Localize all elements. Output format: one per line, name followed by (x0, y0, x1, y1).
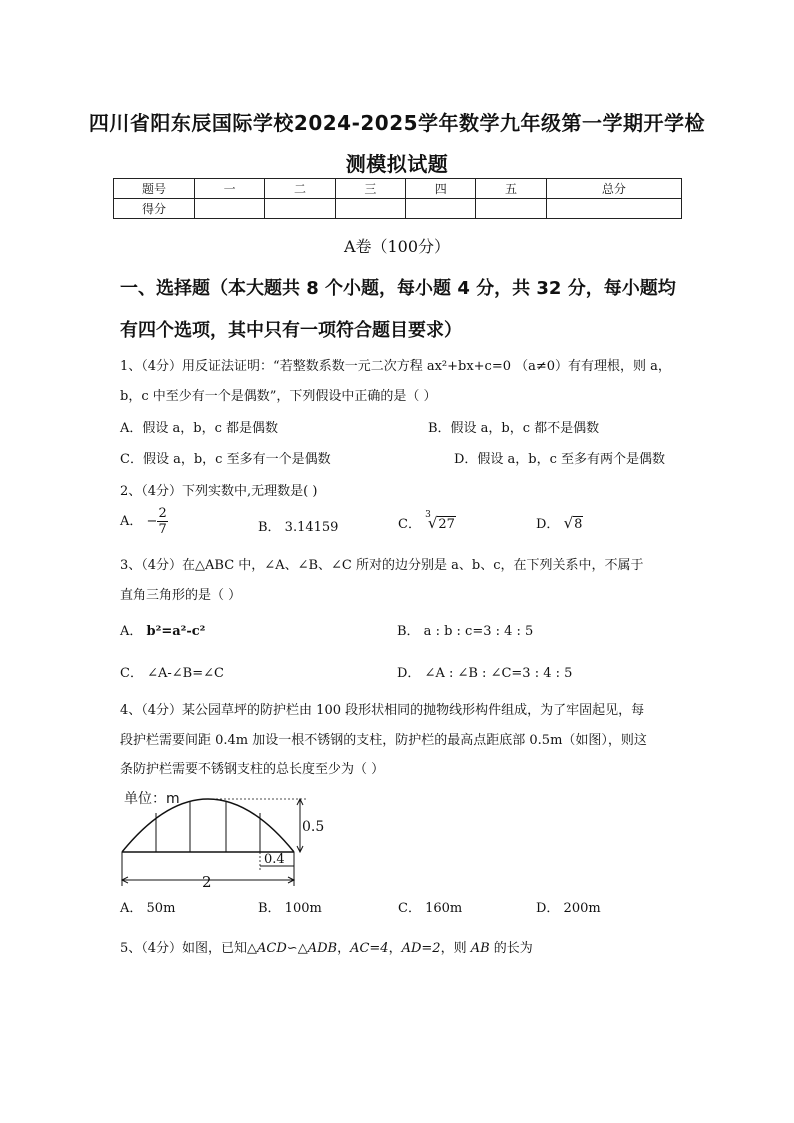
q4-option-b[interactable]: B． 100m (258, 901, 322, 916)
q4-option-c[interactable]: C． 160m (398, 901, 463, 916)
q3-option-d[interactable]: D． ∠A : ∠B : ∠C=3 : 4 : 5 (397, 666, 573, 681)
root-index: 3 (425, 509, 431, 520)
q4-stem: 4、（4分）某公园草坪的防护栏由 100 段形状相同的抛物线形构件组成，为了牢固起见，每 (120, 703, 645, 718)
table-cell: 五 (476, 179, 546, 199)
table-row (114, 179, 682, 199)
radicand: 27 (438, 517, 455, 532)
height-label: 0.5 (302, 819, 325, 835)
q5-separator: ， (337, 941, 351, 956)
q3-option-a[interactable] (120, 620, 205, 639)
q5-stem (120, 937, 533, 956)
unit-label: 单位：m (124, 791, 180, 807)
guardrail-figure (112, 786, 325, 891)
q5-ab: AB (470, 941, 490, 956)
fraction (157, 506, 167, 537)
radical-sign-icon: √ (427, 514, 438, 532)
q4-option-d[interactable]: D． 200m (536, 901, 601, 916)
square-root (564, 514, 584, 532)
table-cell: 一 (195, 179, 265, 199)
score-field[interactable] (476, 199, 546, 219)
spacing-label: 0.4 (264, 852, 285, 867)
option-label: A． (120, 624, 143, 639)
q5-separator: ， (388, 941, 402, 956)
option-label: A． (120, 514, 143, 529)
q5-suffix: 的长为 (489, 941, 533, 956)
score-field[interactable] (265, 199, 335, 219)
table-cell: 四 (406, 179, 476, 199)
q1-option-a[interactable]: A．假设 a，b，c 都是偶数 (120, 421, 279, 436)
radicand: 8 (574, 517, 583, 532)
table-cell: 题号 (114, 179, 195, 199)
cube-root (425, 509, 456, 532)
q3-stem: 3、（4分）在△ABC 中，∠A、∠B、∠C 所对的边分别是 a、b、c，在下列关系中，不属于 (120, 558, 644, 573)
q4-stem-line3: 条防护栏需要不锈钢支柱的总长度至少为（ ） (120, 762, 385, 777)
section-heading-line2: 有四个选项，其中只有一项符合题目要求） (120, 320, 462, 341)
option-expression: b²=a²-c² (146, 624, 206, 639)
option-label: C． (398, 517, 421, 532)
q4-option-a[interactable]: A． 50m (120, 901, 176, 916)
q3-stem-line2: 直角三角形的是（ ） (120, 588, 242, 603)
q1-stem-line2: b，c 中至少有一个是偶数”，下列假设中正确的是（ ） (120, 389, 437, 404)
q1-stem: 1、（4分）用反证法证明：“若整数系数一元二次方程 ax²+bx+c=0 （a≠0）有有理根，则 a， (120, 359, 671, 374)
option-label: D． (536, 517, 560, 532)
score-table (113, 178, 682, 219)
table-cell: 总分 (546, 179, 681, 199)
score-field[interactable] (195, 199, 265, 219)
q2-option-d[interactable] (536, 513, 583, 532)
score-field[interactable] (546, 199, 681, 219)
minus-sign: − (146, 514, 158, 529)
table-row (114, 199, 682, 219)
table-cell: 二 (265, 179, 335, 199)
part-heading: A卷（100分） (343, 237, 451, 256)
fraction-denominator: 7 (158, 522, 167, 537)
table-cell: 得分 (114, 199, 195, 219)
q1-option-c[interactable]: C．假设 a，b，c 至多有一个是偶数 (120, 452, 331, 467)
q3-option-b[interactable]: B． a : b : c=3 : 4 : 5 (397, 624, 534, 639)
q5-then: ，则 (440, 941, 471, 956)
q1-option-b[interactable]: B．假设 a，b，c 都不是偶数 (428, 421, 600, 436)
q4-stem-line2: 段护栏需要间距 0.4m 加设一根不锈钢的支柱，防护栏的最高点距底部 0.5m（如图），则这 (120, 733, 647, 748)
q2-option-c[interactable] (398, 509, 456, 532)
score-field[interactable] (335, 199, 405, 219)
q2-option-b[interactable]: B． 3.14159 (258, 520, 339, 535)
table-cell: 三 (335, 179, 405, 199)
q5-similar-triangles: △ACD∽△ADB (247, 941, 338, 956)
q2-option-a[interactable] (120, 506, 168, 537)
q5-ad-value: AD=2 (401, 941, 441, 956)
page-title-line2: 测模拟试题 (345, 152, 449, 176)
q3-option-c[interactable]: C． ∠A-∠B=∠C (120, 666, 224, 681)
width-label: 2 (202, 873, 212, 891)
fraction-numerator: 2 (158, 506, 167, 521)
q5-prefix: 5、（4分）如图，已知 (120, 941, 248, 956)
radical-sign-icon: √ (563, 514, 574, 532)
section-heading: 一、选择题（本大题共 8 个小题，每小题 4 分，共 32 分，每小题均 (120, 278, 676, 299)
q2-stem: 2、（4分）下列实数中,无理数是( ) (120, 484, 318, 499)
q1-option-d[interactable]: D．假设 a，b，c 至多有两个是偶数 (454, 452, 666, 467)
page-title: 四川省阳东辰国际学校2024-2025学年数学九年级第一学期开学检 (88, 111, 706, 135)
score-field[interactable] (406, 199, 476, 219)
q5-ac-value: AC=4 (350, 941, 389, 956)
